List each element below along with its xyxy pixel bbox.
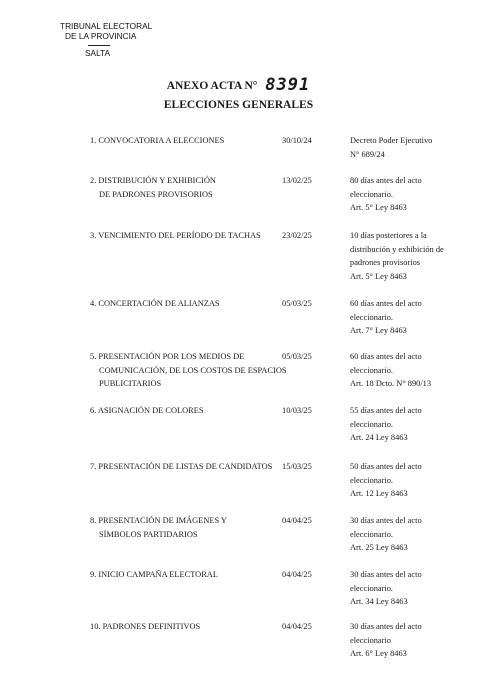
event-description <box>90 229 300 243</box>
event-line: 8. PRESENTACIÓN DE IMÁGENES Y <box>90 516 227 525</box>
event-description <box>90 174 300 201</box>
document-subtitle: ELECCIONES GENERALES <box>163 99 314 111</box>
legal-reference <box>350 134 470 161</box>
reference-line: 50 días antes del acto <box>350 462 422 471</box>
reference-line: 30 días antes del acto <box>350 570 422 579</box>
reference-line: 55 días antes del acto <box>350 406 422 415</box>
event-date: 04/04/25 <box>282 622 312 631</box>
reference-line: eleccionario. <box>350 529 394 539</box>
reference-line: Art. 34 Ley 8463 <box>350 597 408 606</box>
reference-line: 30 días antes del acto <box>350 516 422 525</box>
reference-line: eleccionario. <box>350 475 394 485</box>
legal-reference <box>350 460 470 501</box>
event-date: 23/02/25 <box>282 231 312 240</box>
event-date: 05/03/25 <box>282 352 312 361</box>
event-line: 6. ASIGNACIÓN DE COLORES <box>90 406 204 415</box>
event-line: COMUNICACIÓN, DE LOS COSTOS DE ESPACIOS <box>99 365 287 375</box>
event-description <box>90 404 300 418</box>
event-date: 10/03/25 <box>282 406 312 415</box>
reference-line: 60 días antes del acto <box>350 352 422 361</box>
institution-header <box>60 22 165 59</box>
event-line: SÍMBOLOS PARTIDARIOS <box>99 529 198 539</box>
header-line-tribunal: TRIBUNAL ELECTORAL <box>60 21 153 31</box>
reference-line: Art. 25 Ley 8463 <box>350 543 408 552</box>
reference-line: 60 días antes del acto <box>350 299 422 308</box>
event-line: DE PADRONES PROVISORIOS <box>99 189 213 199</box>
reference-line: Art. 7° Ley 8463 <box>350 326 407 335</box>
event-line: 9. INICIO CAMPAÑA ELECTORAL <box>90 570 218 579</box>
reference-line: Art. 12 Ley 8463 <box>350 489 408 498</box>
legal-reference <box>350 568 470 609</box>
legal-reference <box>350 404 470 445</box>
event-description <box>90 460 300 474</box>
event-description <box>90 350 300 391</box>
event-description <box>90 568 300 582</box>
reference-line: eleccionario. <box>350 312 394 322</box>
event-date: 04/04/25 <box>282 570 312 579</box>
header-line-salta: SALTA <box>85 48 111 59</box>
reference-line: 30 días antes del acto <box>350 622 422 631</box>
reference-line: N° 689/24 <box>350 149 385 159</box>
event-description <box>90 620 300 634</box>
event-line: 7. PRESENTACIÓN DE LISTAS DE CANDIDATOS <box>90 462 273 471</box>
document-title <box>0 75 477 95</box>
reference-line: 80 días antes del acto <box>350 176 422 185</box>
legal-reference <box>350 514 470 555</box>
reference-line: eleccionario. <box>350 365 394 375</box>
reference-line: eleccionario. <box>350 189 394 199</box>
legal-reference <box>350 350 470 391</box>
legal-reference <box>350 297 470 338</box>
event-line: 2. DISTRIBUCIÓN Y EXHIBICIÓN <box>90 176 216 185</box>
legal-reference <box>350 620 470 661</box>
reference-line: eleccionario <box>350 635 391 645</box>
event-date: 15/03/25 <box>282 462 312 471</box>
event-description <box>90 297 300 311</box>
reference-line: distribución y exhibición de <box>350 244 444 254</box>
event-line: 1. CONVOCATORIA A ELECCIONES <box>90 136 225 145</box>
header-line-province: DE LA PROVINCIA <box>65 30 137 41</box>
reference-line: Art. 24 Ley 8463 <box>350 433 408 442</box>
event-line: 4. CONCERTACIÓN DE ALIANZAS <box>90 299 220 308</box>
reference-line: eleccionario. <box>350 583 394 593</box>
event-description <box>90 134 300 148</box>
reference-line: 10 días posteriores a la <box>350 231 427 240</box>
acta-number: 8391 <box>265 75 311 95</box>
header-divider <box>88 45 110 46</box>
reference-line: Art. 18 Dcto. N° 890/13 <box>350 379 432 388</box>
title-label: ANEXO ACTA N° <box>166 80 258 92</box>
legal-reference <box>350 229 470 283</box>
event-line: PUBLICITARIOS <box>99 379 162 388</box>
event-line: 10. PADRONES DEFINITIVOS <box>90 622 201 631</box>
event-description <box>90 514 300 541</box>
legal-reference <box>350 174 470 215</box>
reference-line: padrones provisorios <box>350 258 421 267</box>
reference-line: Art. 6° Ley 8463 <box>350 649 407 658</box>
event-date: 05/03/25 <box>282 299 312 308</box>
event-date: 13/02/25 <box>282 176 312 185</box>
reference-line: Decreto Poder Ejecutivo <box>350 136 433 145</box>
reference-line: Art. 5° Ley 8463 <box>350 271 407 281</box>
reference-line: eleccionario. <box>350 419 394 429</box>
event-date: 30/10/24 <box>282 136 312 145</box>
event-line: 5. PRESENTACIÓN POR LOS MEDIOS DE <box>90 352 245 361</box>
reference-line: Art. 5° Ley 8463 <box>350 203 407 212</box>
event-line: 3. VENCIMIENTO DEL PERÍODO DE TACHAS <box>90 231 261 240</box>
event-date: 04/04/25 <box>282 516 312 525</box>
